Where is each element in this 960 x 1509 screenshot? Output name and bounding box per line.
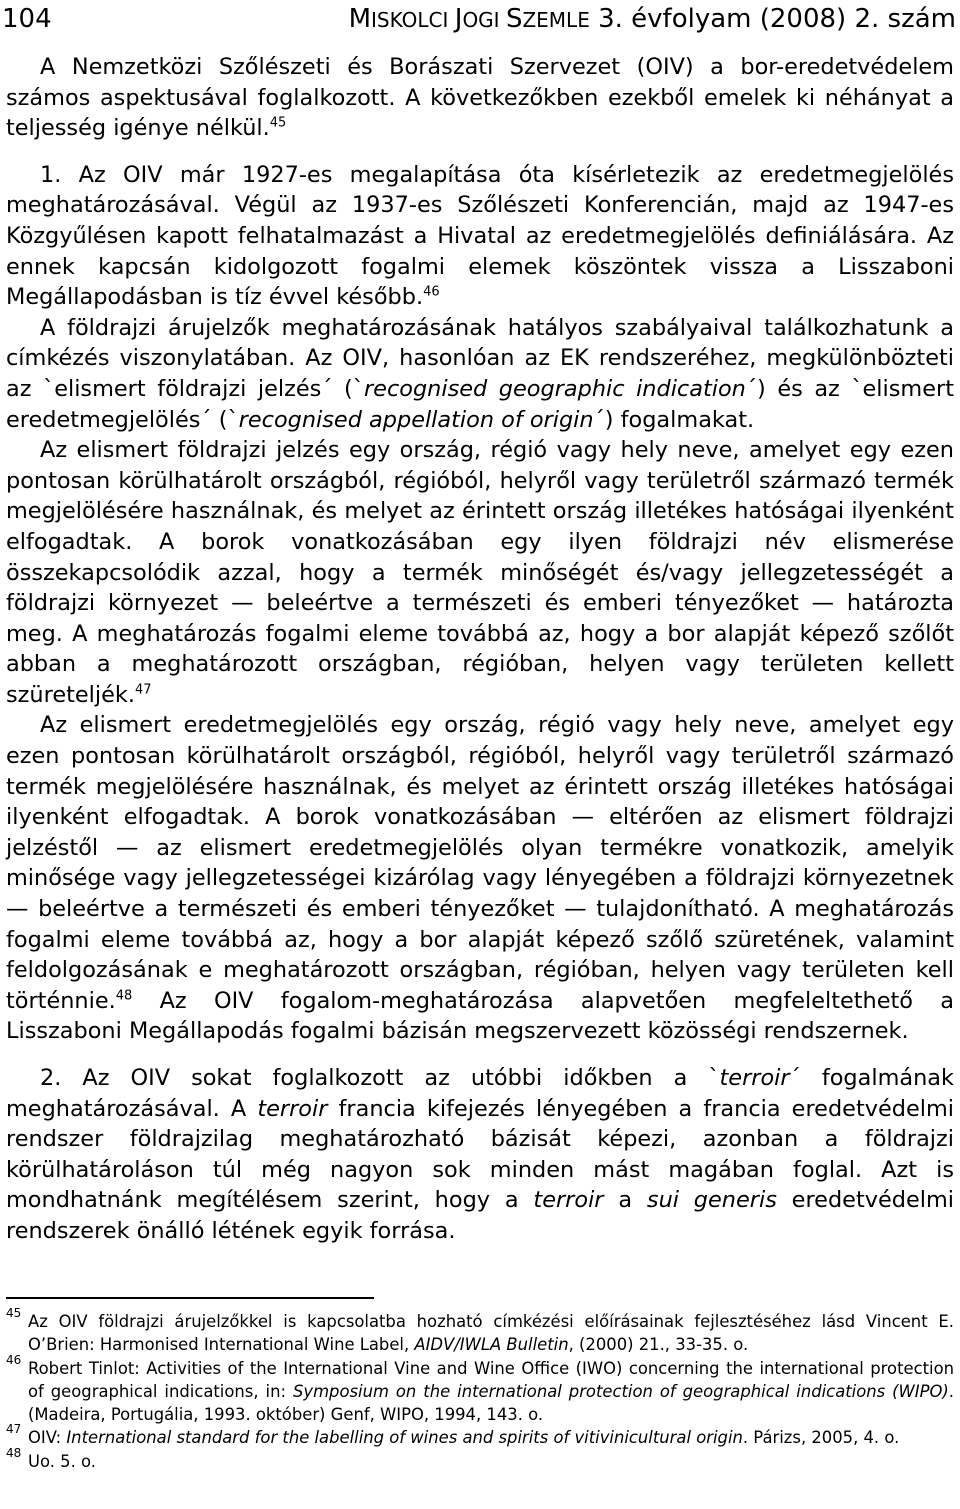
issue-info: 3. évfolyam (2008) 2. szám [589,4,956,34]
journal-title: MISKOLCI JOGI SZEMLE 3. évfolyam (2008) 2. szám [348,4,956,34]
paragraph-geographic-indication: Az elismert földrajzi jelzés egy ország, régió vagy hely neve, amelyet egy ezen pontosan körülhatárolt országból, régióból, helyről vagy területről származó termék megjelölésére használnak, és melyet az érintett ország illetékes hatóságai ilyenként elfogadtak. A borok vonatkozásában egy ilyen földrajzi név elismerése összekapcsolódik azzal, hogy a termék minőségét és/vagy jellegzetességét a földrajzi környezet — beleértve a természeti és emberi tényezőket — határozta meg. A meghatározás fogalmi eleme továbbá az, hogy a bor alapját képező szőlőt abban a meghatározott országban, régióban, helyen vagy területen kellett szüreteljék.$^{47}$ [6,437,954,708]
running-header [0,2,956,38]
footnote-ref-46[interactable]: 46 [423,284,440,300]
footnote-ref-47[interactable]: 47 [134,682,152,698]
paragraph-appellation-of-origin: Az elismert eredetmegjelölés egy ország, régió vagy hely neve, amelyet egy ezen pontosan körülhatárolt országból, régióból, helyről vagy területről származó termék megjelölésére használnak, és melyet az érintett ország illetékes hatóságai ilyenként elfogadtak. A borok vonatkozásában — eltérően az elismert földrajzi jelzéstől — az elismert eredetmegjelölés olyan termékre vonatkozik, amelyik minősége vagy jellegzetességei kizárólag vagy lényegében a földrajzi környezetnek — beleértve a természeti és emberi tényezőket — tulajdonítható. A meghatározás fogalmi eleme továbbá az, hogy a bor alapját képező szőlő szüretének, valamint feldolgozásának e meghatározott országban, régióban, helyen vagy területen kell történnie.$^{48}$ Az OIV fogalom-meghatározása alapvetően megfeleltethető a Lisszaboni Megállapodás fogalmi bázisán megszervezett közösségi rendszernek. [6,712,954,1045]
footnote-46: 46 Robert Tinlot: Activities of the International Vine and Wine Office (IWO) concerning the international protection of geographical indications, in: Symposium on the international protection of geographical indications (WIPO). (Madeira, Portugália, 1993. október) Genf, WIPO, 1994, 143. o. [6,1352,954,1425]
paragraph-section-2-terroir: 2. Az OIV sokat foglalkozott az utóbbi időkben a `terroir´ fogalmának meghatározásával. A terroir francia kifejezés lényegében a francia eredetvédelmi rendszer földrajzilag meghatározható bázisát képezi, azonban a földrajzi körülhatároláson túl még nagyon sok minden mást magában foglal. Azt is mondhatnánk megítélésem szerint, hogy a terroir a sui generis eredetvédelmi rendszerek önálló létének egyik forrása. [6,1065,954,1244]
footnote-47: 47 OIV: International standard for the labelling of wines and spirits of vitivinicultural origin. Párizs, 2005, 4. o. [6,1422,900,1448]
paragraph-labelling: A földrajzi árujelzők meghatározásának hatályos szabályaival találkozhatunk a címkézés viszonylatában. Az OIV, hasonlóan az EK rendszeréhez, megkülönbözteti az `elismert földrajzi jelzés´ (`recognised geographic indication´) és az `elismert eredetmegjelölés´ (`recognised appellation of origin´) fogalmakat. [6,314,954,433]
footnote-48: 48 Uo. 5. o. [6,1445,96,1471]
footnote-divider [6,1297,374,1299]
body-text [6,52,954,1247]
footnote-ref-45[interactable]: 45 [269,115,287,131]
footnotes [6,1306,954,1473]
footnote-ref-48[interactable]: 48 [115,988,133,1004]
footnote-45: 45 Az OIV földrajzi árujelzőkkel is kapcsolatba hozható címkézési előírásainak fejlesztéséhez lásd Vincent E. O’Brien: Harmonised International Wine Label, AIDV/IWLA Bulletin, (2000) 21., 33-35. o. [6,1306,954,1355]
page-number: 104 [2,4,52,34]
paragraph-intro: A Nemzetközi Szőlészeti és Borászati Szervezet (OIV) a bor-eredetvédelem számos aspektusával foglalkozott. A következőkben ezekből emelek ki néhányat a teljesség igénye nélkül.$^{45}$ [6,54,954,142]
paragraph-section-1: 1. Az OIV már 1927-es megalapítása óta kísérletezik az eredetmegjelölés meghatározásával. Végül az 1937-es Szőlészeti Konferencián, majd az 1947-es Közgyűlésen kapott felhatalmazást a Hivatal az eredetmegjelölés definiálására. Az ennek kapcsán kidolgozott fogalmi elemek köszöntek vissza a Lisszaboni Megállapodásban is tíz évvel később.$^{46}$ [6,161,954,311]
